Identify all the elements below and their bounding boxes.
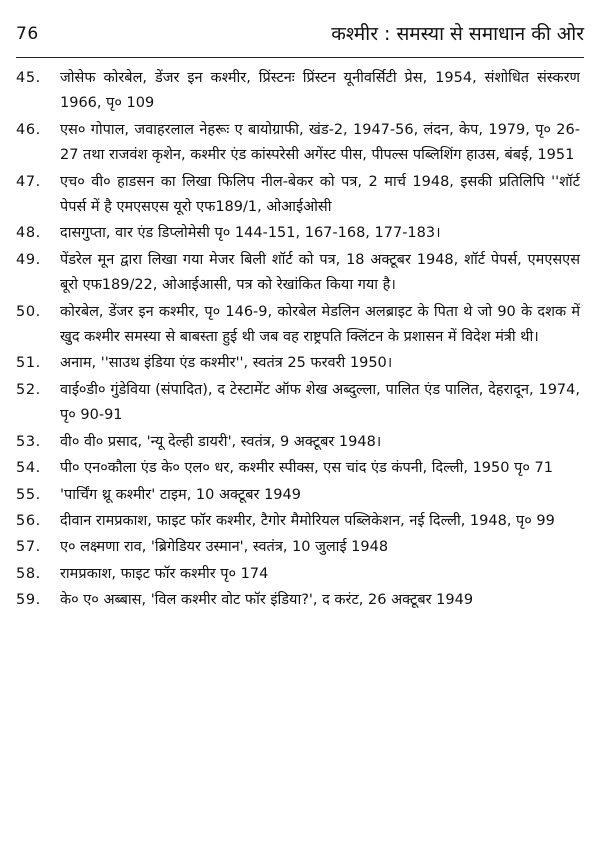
reference-item bbox=[16, 118, 580, 169]
reference-number: 57. bbox=[16, 539, 41, 556]
page-header bbox=[16, 20, 584, 54]
reference-number: 56. bbox=[16, 512, 41, 529]
header-rule bbox=[16, 57, 584, 58]
reference-text: दासगुप्ता, वार एंड डिप्लोमेसी पृ० 144-151, 167-168, 177-183। bbox=[60, 225, 441, 242]
reference-item bbox=[16, 535, 580, 560]
reference-text: पेंडरेल मून द्वारा लिखा गया मेजर बिली शॉर्ट को पत्र, 18 अक्टूबर 1948, शॉर्ट पेपर्स, एमएसएस बूरो एफ189/22, ओआईआसी, पत्र को रेखांकित किया गया है। bbox=[60, 251, 580, 294]
reference-text: जोसेफ कोरबेल, डेंजर इन कश्मीर, प्रिंस्टनः प्रिंस्टन यूनीवर्सिटी प्रेस, 1954, संशोधित संस्करण 1966, पृ० 109 bbox=[60, 70, 580, 112]
reference-text: पी० एन०कौला एंड के० एल० धर, कश्मीर स्पीक्स, एस चांद एंड कंपनी, दिल्ली, 1950 पृ० 71 bbox=[60, 460, 553, 477]
reference-item bbox=[16, 456, 580, 481]
reference-number: 51. bbox=[16, 355, 41, 372]
reference-item bbox=[16, 588, 580, 613]
reference-number: 50. bbox=[16, 303, 41, 320]
reference-text: एच० वी० हाडसन का लिखा फिलिप नील-बेकर को पत्र, 2 मार्च 1948, इसकी प्रतिलिपि ''शॉर्ट पेपर्स में है एमएसएस यूरो एफ189/1, ओआईओसी bbox=[60, 173, 580, 216]
reference-item bbox=[16, 351, 580, 376]
running-title: कश्मीर : समस्या से समाधान की ओर bbox=[331, 23, 584, 45]
reference-number: 53. bbox=[16, 433, 41, 450]
reference-item bbox=[16, 483, 580, 508]
reference-number: 45. bbox=[16, 70, 41, 86]
reference-item bbox=[16, 562, 580, 587]
reference-text: कोरबेल, डेंजर इन कश्मीर, पृ० 146-9, कोरबेल मेडलिन अलब्राइट के पिता थे जो 90 के दशक में खुद कश्मीर समस्या से बाबस्ता हुई थी जब वह राष्ट्रपति क्लिंटन के प्रशासन में विदेश मंत्री थी। bbox=[60, 303, 580, 346]
reference-text: वी० वी० प्रसाद, 'न्यू देल्ही डायरी', स्वतंत्र, 9 अक्टूबर 1948। bbox=[60, 433, 382, 450]
reference-number: 49. bbox=[16, 251, 41, 268]
reference-text: के० ए० अब्बास, 'विल कश्मीर वोट फॉर इंडिया?', द करंट, 26 अक्टूबर 1949 bbox=[60, 592, 474, 609]
reference-item bbox=[16, 300, 580, 351]
reference-text: ए० लक्ष्मणा राव, 'ब्रिगेडियर उस्मान', स्वतंत्र, 10 जुलाई 1948 bbox=[60, 539, 389, 556]
page-number: 76 bbox=[16, 24, 39, 44]
reference-item bbox=[16, 170, 580, 221]
reference-item bbox=[16, 509, 580, 534]
reference-list bbox=[16, 66, 580, 615]
reference-text: 'पार्चिंग थ्रू कश्मीर' टाइम, 10 अक्टूबर 1949 bbox=[60, 486, 301, 503]
reference-number: 52. bbox=[16, 381, 41, 398]
reference-item bbox=[16, 248, 580, 299]
reference-item bbox=[16, 430, 580, 455]
reference-number: 59. bbox=[16, 592, 41, 609]
reference-text: दीवान रामप्रकाश, फाइट फॉर कश्मीर, टैगोर मैमोरियल पब्लिकेशन, नई दिल्ली, 1948, पृ० 99 bbox=[60, 512, 555, 529]
reference-item bbox=[16, 221, 580, 246]
reference-item bbox=[16, 66, 580, 117]
reference-number: 47. bbox=[16, 173, 41, 190]
reference-text: रामप्रकाश, फाइट फॉर कश्मीर पृ० 174 bbox=[60, 565, 269, 582]
reference-text: एस० गोपाल, जवाहरलाल नेहरूः ए बायोग्राफी, खंड-2, 1947-56, लंदन, केप, 1979, पृ० 26-27 तथा राजवंश कृशेन, कश्मीर एंड कांस्परेसी अगेंस्ट पीस, पीपल्स पब्लिशिंग हाउस, बंबई, 1951 bbox=[60, 121, 580, 164]
reference-text: अनाम, ''साउथ इंडिया एंड कश्मीर'', स्वतंत्र 25 फरवरी 1950। bbox=[60, 355, 393, 372]
reference-number: 58. bbox=[16, 565, 41, 582]
reference-number: 55. bbox=[16, 486, 41, 503]
reference-number: 54. bbox=[16, 460, 41, 477]
reference-text: वाई०डी० गुंडेविया (संपादित), द टेस्टामेंट ऑफ शेख अब्दुल्ला, पालित एंड पालित, देहरादून, 1974, पृ० 90-91 bbox=[60, 381, 580, 424]
reference-number: 48. bbox=[16, 225, 41, 242]
reference-item bbox=[16, 378, 580, 429]
reference-number: 46. bbox=[16, 121, 41, 138]
